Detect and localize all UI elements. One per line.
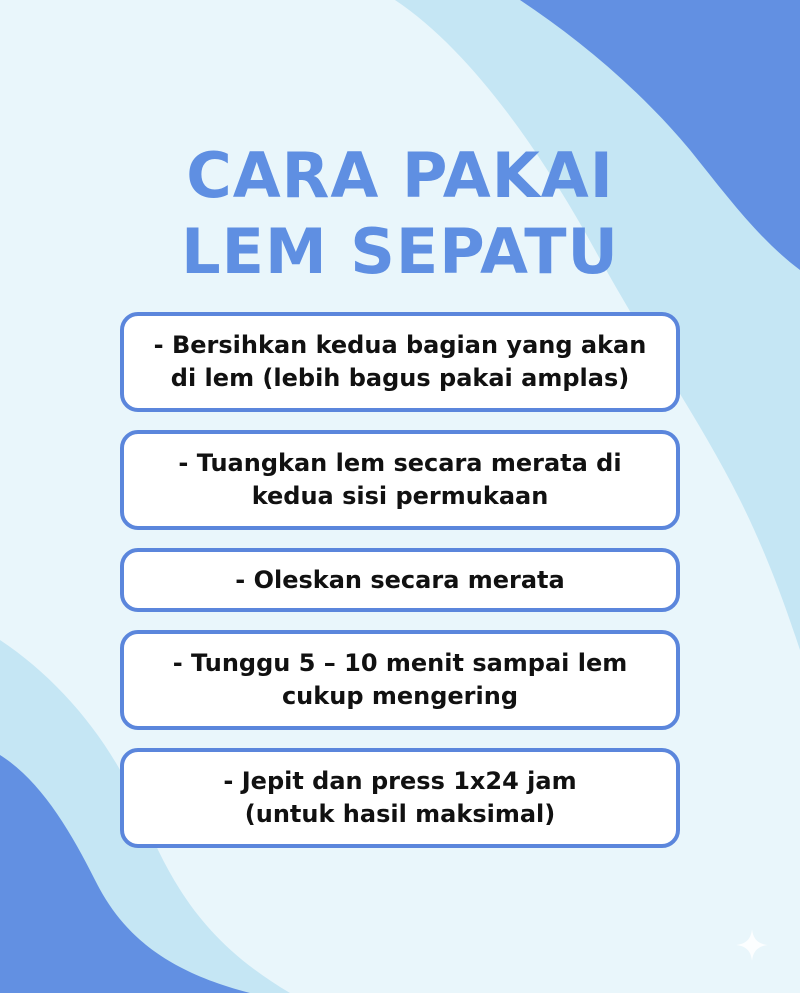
- step-3-line-1: - Oleskan secara merata: [235, 565, 565, 594]
- title-line-1: CARA PAKAI: [186, 139, 614, 212]
- page-title: [0, 138, 800, 290]
- step-5-line-1: - Jepit dan press 1x24 jam: [223, 767, 577, 795]
- step-1-line-1: - Bersihkan kedua bagian yang akan: [153, 331, 647, 359]
- step-card-5: [120, 748, 680, 848]
- sparkle-icon: [734, 927, 770, 963]
- step-card-3: [120, 548, 680, 612]
- step-5-line-2: (untuk hasil maksimal): [244, 800, 556, 828]
- step-2-line-2: kedua sisi permukaan: [251, 482, 549, 510]
- title-line-2: LEM SEPATU: [181, 215, 619, 288]
- step-2-line-1: - Tuangkan lem secara merata di: [178, 449, 622, 477]
- step-card-1: [120, 312, 680, 412]
- steps-list: [120, 312, 680, 866]
- step-card-4: [120, 630, 680, 730]
- step-card-2: [120, 430, 680, 530]
- step-1-line-2: di lem (lebih bagus pakai amplas): [170, 364, 630, 392]
- step-4-line-1: - Tunggu 5 – 10 menit sampai lem: [172, 649, 628, 677]
- step-4-line-2: cukup mengering: [281, 682, 519, 710]
